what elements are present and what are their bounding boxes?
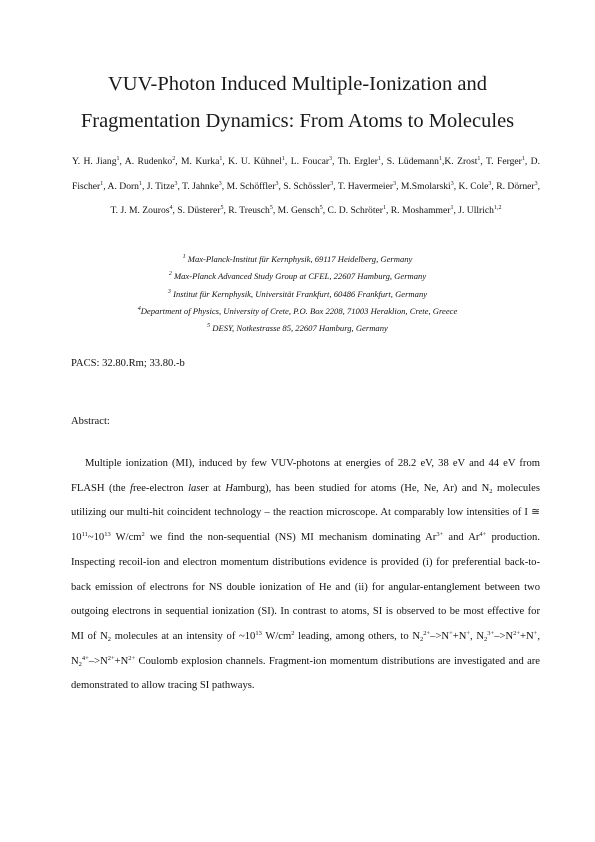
paper-title: VUV-Photon Induced Multiple-Ionization and Fragmentation Dynamics: From Atoms to Molecules <box>80 73 515 132</box>
affiliation: $^3$ Institut für Kernphysik, Universität Frankfurt, 60486 Frankfurt, Germany <box>167 288 428 299</box>
affiliation: $^2$ Max-Planck Advanced Study Group at CFEL, 22607 Hamburg, Germany <box>168 271 427 282</box>
affiliation-list <box>60 251 535 337</box>
abstract-heading: Abstract: <box>71 416 110 427</box>
author-list: Y. H. Jiang$^1$, A. Rudenko$^2$, M. Kurka$^1$, K. U. Kühnel$^1$, L. Foucar$^3$, Th. Ergler$^1$, S. Lüdemann$^1$,K. Zrost$^1$, T. Ferger$^1$, D. Fischer$^1$, A. Dorn$^1$, J. Titze$^3$, T. Jahnke$^3$, M. Schöffler$^3$, S. Schössler$^3$, T. Havermeier$^3$, M.Smolarski$^3$, K. Cole$^3$, R. Dörner$^3$, T. J. M. Zouros$^4$, S. Düsterer$^5$, R. Treusch$^5$, M. Gensch$^5$, C. D. Schröter$^1$, R. Moshammer$^1$, J. Ullrich$^{1,2}$ <box>72 156 541 216</box>
pacs-codes: PACS: 32.80.Rm; 33.80.-b <box>71 358 185 369</box>
affiliation: $^1$ Max-Planck-Institut für Kernphysik, 69117 Heidelberg, Germany <box>182 254 413 264</box>
affiliation: $^4$Department of Physics, University of Crete, P.O. Box 2208, 71003 Heraklion, Crete, Greece <box>137 305 458 316</box>
affiliation: $^5$ DESY, Notkestrasse 85, 22607 Hamburg, Germany <box>207 323 388 334</box>
abstract-text: Multiple ionization (MI), induced by few VUV-photons at energies of 28.2 eV, 38 eV and 44 eV from FLASH (the free-electron laser at Hamburg), has been studied for atoms (He, Ne, Ar) and $N_2$ molecules utilizing our multi-hit coincident technology – the reaction microscope. At comparably low intensities of I ≅ $10^{11}\sim 10^{13}$ $W/cm^2$ we find the non-sequential (NS) MI mechanism dominating $Ar^{3+}$ and $Ar^{4+}$ production. Inspecting recoil-ion and electron momentum distributions evidence is provided (i) for preferential back-to-back emission of electrons for NS double ionization of He and (ii) for angular-entanglement between two outgoing electrons in sequential ionization (SI). In contrast to atoms, SI is observed to be most effective for MI of $N_2$ molecules at an intensity of $\sim 10^{13}$ $W/cm^2$ leading, among others, to $N_2^{2+}->N^++N^+$, $N_2^{3+}->N^{2+}+N^+$, $N_2^{4+}->N^{2+}+N^{2+}$ Coulomb explosion channels. Fragment-ion momentum distributions are investigated and are demonstrated to allow tracing SI pathways. <box>71 458 540 692</box>
